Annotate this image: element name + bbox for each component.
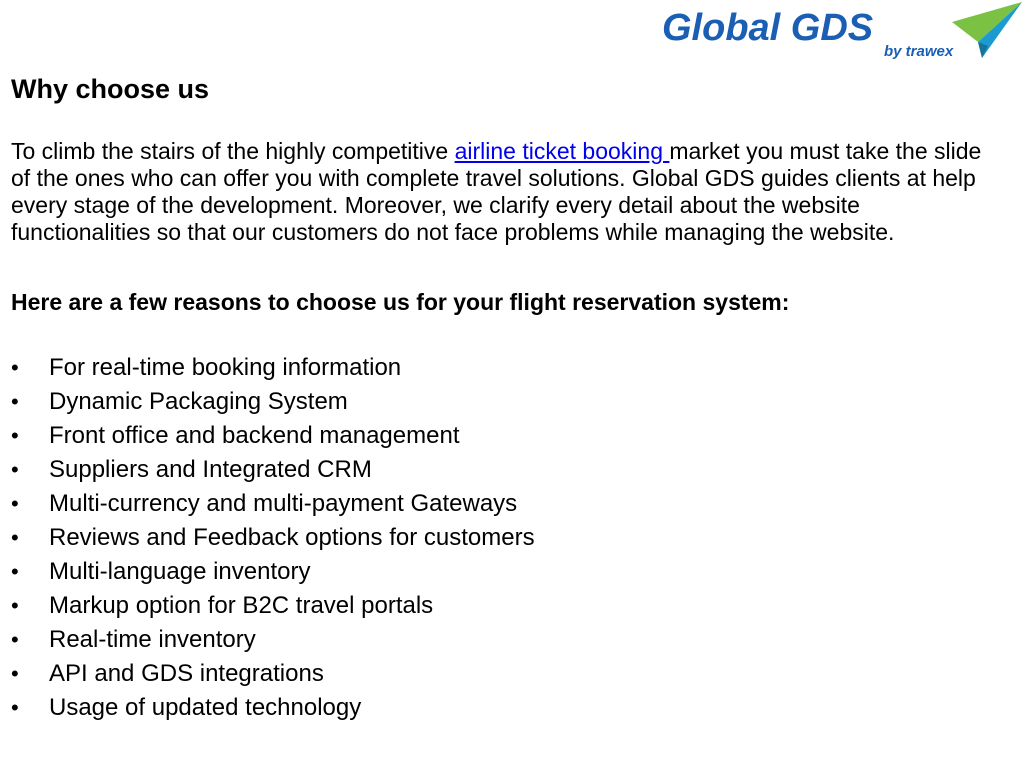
list-item [11,351,1011,385]
list-item [11,385,1011,419]
list-item [11,419,1011,453]
intro-text-start: To climb the stairs of the highly competitive [11,138,455,164]
bullet-icon: • [11,491,19,516]
list-item [11,487,1011,521]
list-item-text: Front office and backend management [49,422,460,449]
list-item-text: Usage of updated technology [49,694,362,721]
bullet-icon: • [11,423,19,448]
bullet-icon: • [11,525,19,550]
bullet-icon: • [11,457,19,482]
list-item [11,453,1011,487]
list-item [11,589,1011,623]
logo-tagline: by trawex [884,43,954,60]
list-item [11,623,1011,657]
list-item-text: Reviews and Feedback options for customers [49,524,535,551]
bullet-icon: • [11,593,19,618]
list-item-text: For real-time booking information [49,354,402,381]
reasons-heading: Here are a few reasons to choose us for your flight reservation system: [11,289,790,315]
list-item-text: Suppliers and Integrated CRM [49,456,372,483]
logo-graphic [644,0,1024,68]
list-item-text: Multi-currency and multi-payment Gateways [49,490,518,517]
features-list [11,351,1011,725]
bullet-icon: • [11,661,19,686]
slide-content [11,70,1011,725]
intro-paragraph [11,138,1001,246]
airline-ticket-booking-link[interactable]: airline ticket booking [454,138,670,164]
list-item-text: API and GDS integrations [49,660,324,687]
list-item [11,521,1011,555]
list-item-text: Dynamic Packaging System [49,388,348,415]
list-item-text: Markup option for B2C travel portals [49,592,434,619]
bullet-icon: • [11,559,19,584]
global-gds-logo [644,0,1024,68]
list-item-text: Real-time inventory [49,626,256,653]
list-item [11,657,1011,691]
list-item [11,555,1011,589]
logo-wordmark: Global GDS [662,7,874,49]
list-item [11,691,1011,725]
list-item-text: Multi-language inventory [49,558,311,585]
bullet-icon: • [11,355,19,380]
bullet-icon: • [11,695,19,720]
paper-plane-icon [952,2,1022,58]
bullet-icon: • [11,627,19,652]
section-title: Why choose us [11,74,210,104]
bullet-icon: • [11,389,19,414]
intro-text-end: market you must take the slide of the ones who can offer you with complete travel solutions. Global GDS guides clients at help every stage of the development. Moreover, we clarify every detail about the website functionalities so that our customers do not face problems while managing the website. [11,138,982,245]
